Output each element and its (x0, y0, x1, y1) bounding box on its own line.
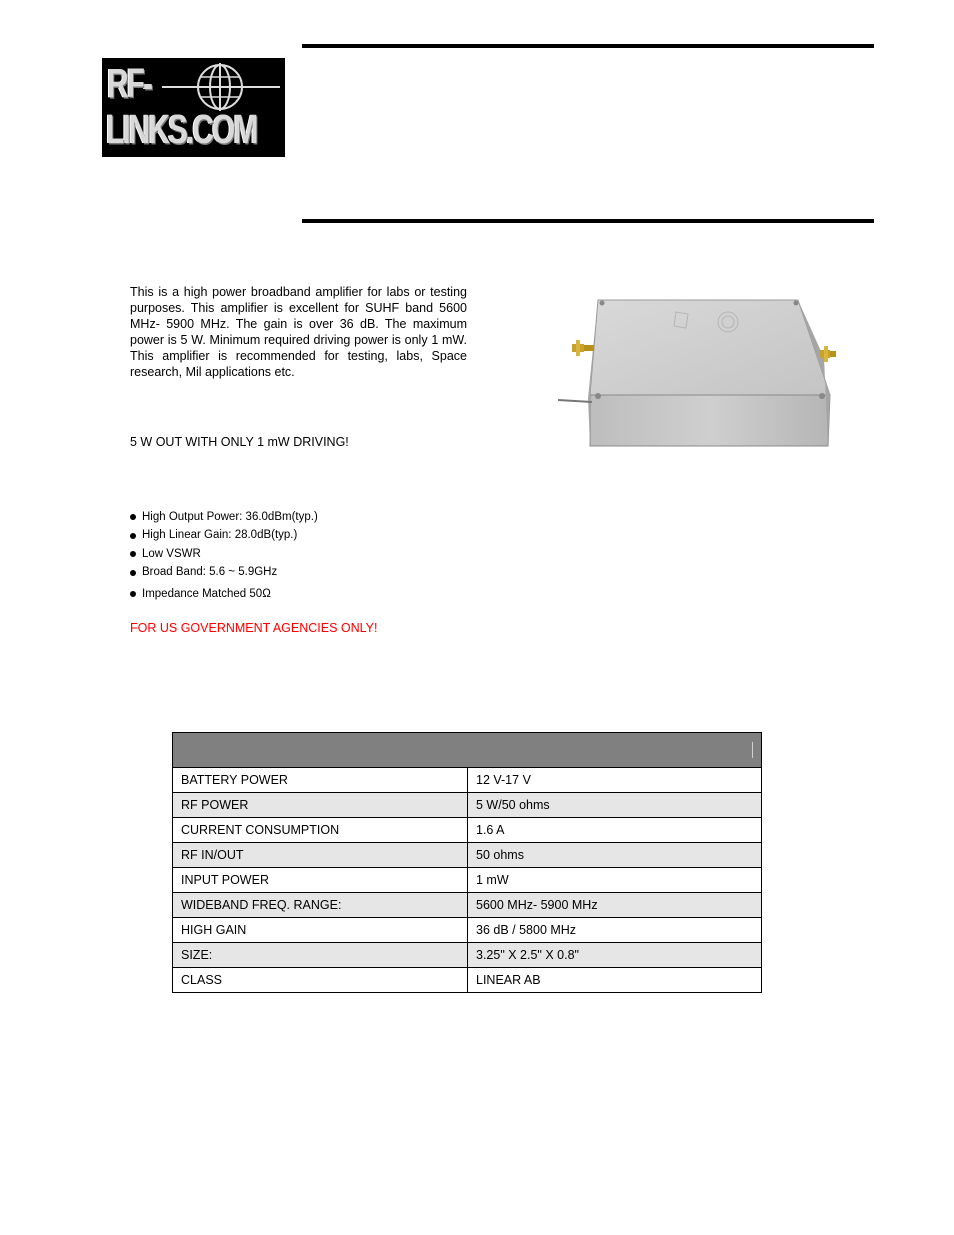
table-row (173, 943, 762, 968)
amplifier-photo (558, 298, 838, 448)
spec-label: SIZE: (173, 943, 468, 968)
table-row (173, 968, 762, 993)
feature-item: High Linear Gain: 28.0dB(typ.) (130, 527, 318, 546)
table-header (173, 733, 762, 768)
spec-label: RF POWER (173, 793, 468, 818)
spec-value: 1 mW (468, 868, 762, 893)
table-row (173, 768, 762, 793)
rf-links-logo (102, 58, 285, 157)
spec-label: CURRENT CONSUMPTION (173, 818, 468, 843)
spec-label: CLASS (173, 968, 468, 993)
table-row (173, 918, 762, 943)
feature-list (130, 508, 318, 604)
spec-value: 12 V-17 V (468, 768, 762, 793)
table-header-row (173, 733, 762, 768)
spec-label: INPUT POWER (173, 868, 468, 893)
bullet-icon (130, 570, 136, 576)
spec-label: RF IN/OUT (173, 843, 468, 868)
globe-icon (162, 61, 280, 113)
specifications-table (172, 732, 762, 993)
bullet-icon (130, 551, 136, 557)
product-description: This is a high power broadband amplifier for labs or testing purposes. This amplifier is excellent for SUHF band 5600 MHz- 5900 MHz. The gain is over 36 dB. The maximum power is 5 W. Minimum required driving power is only 1 mW. This amplifier is recommended for testing, labs, Space research, Mil applications etc. (130, 285, 467, 379)
spec-value: 36 dB / 5800 MHz (468, 918, 762, 943)
logo-line-2: LINKS.COM (106, 108, 257, 153)
spec-value: 5 W/50 ohms (468, 793, 762, 818)
table-row (173, 868, 762, 893)
table-row (173, 793, 762, 818)
spec-value: 1.6 A (468, 818, 762, 843)
feature-item: Impedance Matched 50Ω (130, 585, 318, 604)
spec-label: HIGH GAIN (173, 918, 468, 943)
spec-value: 5600 MHz- 5900 MHz (468, 893, 762, 918)
spec-value: 50 ohms (468, 843, 762, 868)
header-rule-bottom (302, 219, 874, 223)
bullet-icon (130, 514, 136, 520)
spec-value: LINEAR AB (468, 968, 762, 993)
spec-label: WIDEBAND FREQ. RANGE: (173, 893, 468, 918)
feature-item: High Output Power: 36.0dBm(typ.) (130, 508, 318, 527)
header-rule-top (302, 44, 874, 48)
feature-item: Broad Band: 5.6 ~ 5.9GHz (130, 564, 318, 583)
logo-line-1: RF- (107, 62, 151, 107)
bullet-icon (130, 591, 136, 597)
spec-value: 3.25" X 2.5" X 0.8" (468, 943, 762, 968)
table-row (173, 843, 762, 868)
table-row (173, 818, 762, 843)
spec-label: BATTERY POWER (173, 768, 468, 793)
government-only-warning: FOR US GOVERNMENT AGENCIES ONLY! (130, 621, 378, 635)
feature-item: Low VSWR (130, 545, 318, 564)
table-row (173, 893, 762, 918)
bullet-icon (130, 533, 136, 539)
product-tagline: 5 W OUT WITH ONLY 1 mW DRIVING! (130, 435, 349, 449)
